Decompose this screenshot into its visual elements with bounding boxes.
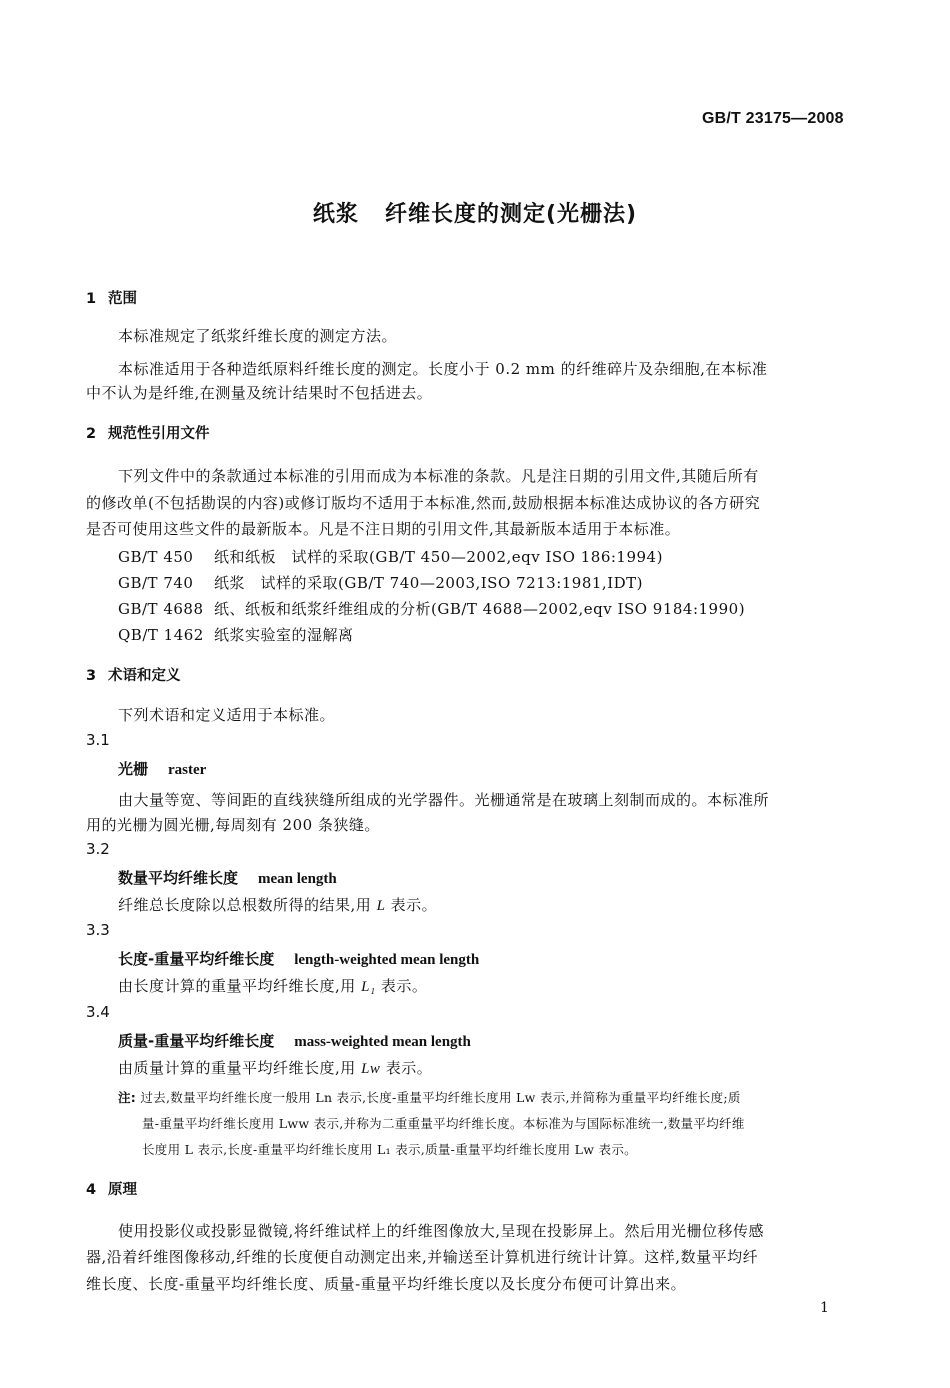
section-2-paragraph-line1: 下列文件中的条款通过本标准的引用而成为本标准的条款。凡是注日期的引用文件,其随后所有 bbox=[118, 467, 759, 485]
section-1-paragraph-2-line1: 本标准适用于各种造纸原料纤维长度的测定。长度小于 0.2 mm 的纤维碎片及杂细胞,在本标准 bbox=[118, 360, 768, 378]
section-3-heading: 3 术语和定义 bbox=[86, 668, 181, 684]
term-definition: 纤维总长度除以总根数所得的结果,用 L 表示。 bbox=[118, 896, 438, 914]
term-name: 质量-重量平均纤维长度 mass-weighted mean length bbox=[118, 1032, 471, 1050]
term-definition-line2: 用的光栅为圆光栅,每周刻有 200 条狭缝。 bbox=[86, 816, 380, 834]
term-number: 3.1 bbox=[86, 731, 110, 749]
section-4-paragraph-line3: 维长度、长度-重量平均纤维长度、质量-重量平均纤维长度以及长度分布便可计算出来。 bbox=[86, 1275, 687, 1293]
section-4-heading: 4 原理 bbox=[86, 1182, 137, 1198]
term-name: 长度-重量平均纤维长度 length-weighted mean length bbox=[118, 950, 480, 968]
section-1-paragraph-1: 本标准规定了纸浆纤维长度的测定方法。 bbox=[118, 327, 398, 345]
reference-item: GB/T 4688 纸、纸板和纸浆纤维组成的分析(GB/T 4688—2002,eqv ISO 9184:1990) bbox=[118, 600, 746, 618]
title-part1: 纸浆 bbox=[312, 202, 359, 227]
section-4-paragraph-line1: 使用投影仪或投影显微镜,将纤维试样上的纤维图像放大,呈现在投影屏上。然后用光栅位移传感 bbox=[118, 1222, 765, 1240]
note-line1: 注: 过去,数量平均纤维长度一般用 Ln 表示,长度-重量平均纤维长度用 Lw 表示,并简称为重量平均纤维长度;质 bbox=[118, 1090, 741, 1105]
term-name: 数量平均纤维长度 mean length bbox=[118, 869, 337, 887]
term-definition: 由质量计算的重量平均纤维长度,用 Lw 表示。 bbox=[118, 1059, 433, 1077]
section-4-paragraph-line2: 器,沿着纤维图像移动,纤维的长度便自动测定出来,并输送至计算机进行统计计算。这样,数量平均纤 bbox=[86, 1248, 759, 1266]
term-name: 光栅 raster bbox=[118, 760, 207, 778]
term-number: 3.2 bbox=[86, 840, 110, 858]
reference-item: GB/T 450 纸和纸板 试样的采取(GB/T 450—2002,eqv ISO 186:1994) bbox=[118, 548, 663, 566]
reference-item: GB/T 740 纸浆 试样的采取(GB/T 740—2003,ISO 7213:1981,IDT) bbox=[118, 574, 644, 592]
reference-item: QB/T 1462 纸浆实验室的湿解离 bbox=[118, 626, 354, 644]
section-2-paragraph-line3: 是否可使用这些文件的最新版本。凡是不注日期的引用文件,其最新版本适用于本标准。 bbox=[86, 520, 681, 538]
term-definition: 由长度计算的重量平均纤维长度,用 L₁ 表示。 bbox=[118, 977, 428, 995]
section-2-heading: 2 规范性引用文件 bbox=[86, 426, 210, 442]
term-number: 3.3 bbox=[86, 921, 110, 939]
standard-number: GB/T 23175—2008 bbox=[702, 110, 844, 127]
term-definition-line1: 由大量等宽、等间距的直线狭缝所组成的光学器件。光栅通常是在玻璃上刻制而成的。本标准所 bbox=[118, 791, 770, 809]
note-line2: 量-重量平均纤维长度用 Lww 表示,并称为二重重量平均纤维长度。本标准为与国际标准统一,数量平均纤维 bbox=[142, 1116, 745, 1131]
term-number: 3.4 bbox=[86, 1003, 110, 1021]
title-part2: 纤维长度的测定(光栅法) bbox=[384, 202, 638, 227]
page-number: 1 bbox=[820, 1300, 829, 1316]
note-line3: 长度用 L 表示,长度-重量平均纤维长度用 L₁ 表示,质量-重量平均纤维长度用 Lw 表示。 bbox=[142, 1142, 637, 1157]
section-2-paragraph-line2: 的修改单(不包括勘误的内容)或修订版均不适用于本标准,然而,鼓励根据本标准达成协议的各方研究 bbox=[86, 494, 761, 512]
document-title bbox=[0, 197, 950, 228]
section-1-heading: 1 范围 bbox=[86, 291, 137, 307]
section-3-intro: 下列术语和定义适用于本标准。 bbox=[118, 706, 336, 724]
section-1-paragraph-2-line2: 中不认为是纤维,在测量及统计结果时不包括进去。 bbox=[86, 384, 433, 402]
